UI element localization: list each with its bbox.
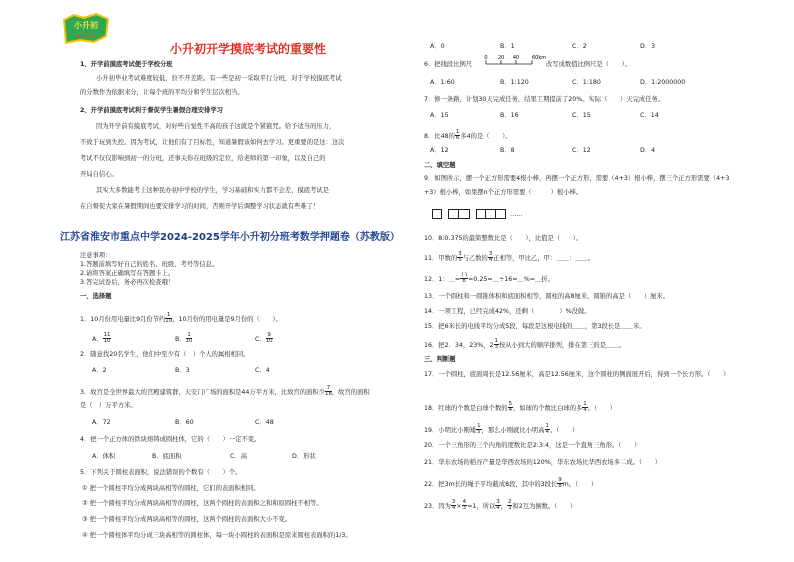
question-22: 22．把3m长的绳子平均截成8段，其中的3段长 $\frac{9}{8}$ m。（ ） xyxy=(424,477,598,490)
q6-option-b: B．1:120 xyxy=(500,79,529,86)
q7-option-b: B．16 xyxy=(500,112,519,119)
question-17: 17．一个圆柱，底面周长是12.56厘米，高是12.56厘米，这个圆柱的侧面展开后，得到一个长方形。（ ） xyxy=(424,371,730,378)
section-judge: 三、判断题 xyxy=(424,356,456,363)
notes-title: 注意事项： xyxy=(80,252,112,259)
q6-option-d: D．1:2000000 xyxy=(640,79,686,86)
two-squares-figure xyxy=(448,209,470,219)
question-8: 8．比48的 $\frac{1}{6}$ 多4的是（ ）。 xyxy=(424,129,512,142)
intro-p2: 因为开学前有摸底考试，对好些自觉性不高的孩子这就是个紧箍咒。给予适当的压力， xyxy=(96,123,336,130)
q4-option-d: D．形状 xyxy=(292,453,316,460)
intro-p1b: 的分数作为依据来分，让每个班的平均分和学生层次相当。 xyxy=(80,89,244,96)
scale-tick-60km: 60km xyxy=(532,55,546,61)
scale-tick-20: 20 xyxy=(497,55,505,61)
q5-statement-2: ② 把一个圆柱平均分成两块高相等的圆柱，这两个圆柱的表面积之和和原圆柱不相等。 xyxy=(82,500,323,507)
q3-option-b: B．60 xyxy=(175,419,194,426)
q7-option-d: C．14 xyxy=(640,112,659,119)
question-18: 18．红球的个数是白球个数的 $\frac{5}{4}$ ，如球的个数比白球的多 $\frac{1}{4}$ 。（ ） xyxy=(424,401,617,414)
q2-option-b: B．3 xyxy=(175,367,190,374)
q6-option-a: A．1:60 xyxy=(430,79,455,86)
intro-h2: 2、开学前摸底考试利于督促学生暑假合理安排学习 xyxy=(80,107,223,114)
q4-option-c: C．高 xyxy=(230,453,247,460)
question-15: 15．把6米长的电线平均分成5段，每段是这根电线的＿＿，第3段长是＿＿米。 xyxy=(424,323,646,330)
note-1: 1.答题前填写好自己的姓名、班级、考号等信息。 xyxy=(80,261,219,268)
intro-p2c: 考试不仅仅影响到初一的分班，还事关你在班级的定位，给老师的第一印象，以及自己的 xyxy=(80,155,326,162)
note-2: 2.请将答案正确填写在答题卡上。 xyxy=(80,270,175,277)
question-6-tail: 改写成数值比例尺是（ ）。 xyxy=(546,61,632,68)
question-3: 3．故宫是全世界最大的宫殿建筑群，天安门广场的面积是44万平方米，比故宫的面积少 $\frac{7}{18}$ ，故宫的面积 xyxy=(80,385,370,398)
question-1: 1．10月份用电量比9月份节约 $\frac{1}{10}$ ，10月份的用电量是9月份的（ ）。 xyxy=(80,312,282,325)
q7-option-c: C．15 xyxy=(572,112,591,119)
question-6: 6．把线段比例尺 xyxy=(424,61,473,68)
q5-option-c: C．2 xyxy=(572,43,587,50)
logo-text: 小升初 xyxy=(74,21,98,30)
q5-option-d: D．3 xyxy=(640,43,656,50)
intro-p3b: 在自督促大家在暑假期间也要安排学习的时间，否则开学后调整学习状态就有些难了！ xyxy=(80,203,320,210)
q8-option-c: C．12 xyxy=(572,147,591,154)
intro-p3: 其实大多数能考上这种民办初中学校的学生，学习基础和实力都不会差，摸底考试是 xyxy=(96,187,329,194)
q5-statement-4: ④ 把一个圆柱体平均分成三块高相等的圆柱体，每一块小圆柱的表面积是原来圆柱表面积的1/3。 xyxy=(82,532,352,539)
question-13: 13．一个圆柱和一圆锥体积和底面积相等，圆柱的高8厘米，圆锥的高是（ ）厘米。 xyxy=(424,293,670,300)
q8-option-d: D．4 xyxy=(640,147,656,154)
headline: 小升初开学摸底考试的重要性 xyxy=(170,42,327,56)
scale-tick-40: 40 xyxy=(512,55,520,61)
question-7: 7．修一条路，计划30天完成任务，结果工期提前了20%。实际（ ）天完成任务。 xyxy=(424,96,665,103)
question-4: 4．把一个正方体的铁块熔铸成圆柱体，它的（ ）一定不变。 xyxy=(80,436,261,443)
exam-title: 江苏省淮安市重点中学2024-2025学年小升初分班考数学押题卷（苏教版） xyxy=(60,232,400,243)
question-23: 23．因为 $\frac{3}{4}$ × $\frac{4}{3}$ =1，所以 $\frac{3}{4}$ ， $\frac{2}{3}$ 和2互为倒数。（ ） xyxy=(424,499,577,512)
question-3-cont: 是（ ）万平方米。 xyxy=(80,402,137,409)
scale-tick-0: 0 xyxy=(484,55,488,61)
logo-badge-icon xyxy=(60,12,112,46)
intro-h1: 1、开学前摸底考试便于学校分班 xyxy=(80,61,173,68)
q1-option-a: A． $\frac{11}{10}$ xyxy=(92,332,111,345)
question-20: 20．一个三角形的三个内角的度数比是2:3:4，这是一个直角三角形。（ ） xyxy=(424,442,641,449)
question-16: 16．把2．34，23%，2 $\frac{1}{3}$ 按从小到大的顺序排列，排在第三的是＿＿。 xyxy=(424,338,625,351)
question-9-cont: +3）根小棒，如果摆n个正方形需要（ ）根小棒。 xyxy=(424,189,583,196)
q4-option-a: A．体积 xyxy=(92,453,116,460)
question-5: 5．下列关于圆柱表面积，说法错误的个数有（ ）个。 xyxy=(80,469,242,476)
pattern-ellipsis: …… xyxy=(510,211,523,218)
q8-option-b: B．8 xyxy=(500,147,515,154)
one-square-figure xyxy=(432,209,442,219)
question-12: 12．1：＿= $\frac{( )}{8}$ =0.25=＿÷16=＿%=＿折。 xyxy=(424,272,554,285)
question-14: 14．一项工程，已经完成42%，还剩（ ）%没做。 xyxy=(424,308,591,315)
q1-option-b: B． $\frac{1}{10}$ xyxy=(175,332,193,345)
question-21: 21．华东农场的稻谷产量是华西农场的120%，华东农场比华西农场多二成。（ ） xyxy=(424,459,661,466)
q6-option-c: C．1:180 xyxy=(572,79,601,86)
three-squares-figure xyxy=(476,209,506,219)
q3-option-a: A．72 xyxy=(92,419,111,426)
question-11: 11．甲数的 $\frac{3}{5}$ 与乙数的 $\frac{3}{4}$ 正相等，甲比乙，甲：＿＿：＿＿。 xyxy=(424,251,595,264)
question-9: 9．如图所示，摆一个正方形需要4根小棒，再摆一个正方形，需要（4+3）根小棒，摆三个正方形需要（4+3 xyxy=(424,175,730,182)
q3-option-c: C．48 xyxy=(255,419,274,426)
section-choice: 一、选择题 xyxy=(80,293,112,300)
section-fill: 二、填空题 xyxy=(424,162,456,169)
q1-option-c: C． $\frac{9}{10}$ xyxy=(255,332,273,345)
q4-option-b: B．底面积 xyxy=(152,453,182,460)
q5-option-a: A．0 xyxy=(430,43,445,50)
q7-option-a: A．15 xyxy=(430,112,449,119)
scale-bar-ruler xyxy=(482,54,546,68)
q5-statement-3: ③ 把一个圆柱平均分成两块高相等的圆柱，这两个圆柱的表面积大小不变。 xyxy=(82,516,292,523)
question-2: 2．随意找20名学生，他们中至少有（ ）个人的属相相同。 xyxy=(80,351,250,358)
q5-statement-1: ① 把一个圆柱平均分成两块高相等的圆柱，它们的表面积相同。 xyxy=(82,485,260,492)
note-3: 3.答完试卷后，务必再次检查哦！ xyxy=(80,279,175,286)
question-10: 10．8:0.375的最简整数比是（ ），比值是（ ）。 xyxy=(424,235,583,242)
q5-option-b: B．1 xyxy=(500,43,515,50)
intro-p1: 小升初毕业考试难度较低，拉不开差距。有一些是初一采取平行分班，对于学校摸底考试 xyxy=(96,75,342,82)
svg-text:★ ★ ★: ★ ★ ★ xyxy=(75,33,97,40)
intro-p2b: 不致于玩到失控。因为考试，让他们有了目标性，知道暑假该如何去学习。更重要的是这：这次 xyxy=(80,139,345,146)
q8-option-a: A．12 xyxy=(430,147,449,154)
intro-p2d: 开局自信心。 xyxy=(80,171,118,178)
matchstick-squares xyxy=(432,209,506,219)
q2-option-c: C．4 xyxy=(255,367,270,374)
question-19: 19．小明比小刚矮 $\frac{1}{5}$ ，那么小刚就比小明高 $\frac{1}{4}$ 。（ ） xyxy=(424,423,579,436)
q2-option-a: A．2 xyxy=(92,367,107,374)
